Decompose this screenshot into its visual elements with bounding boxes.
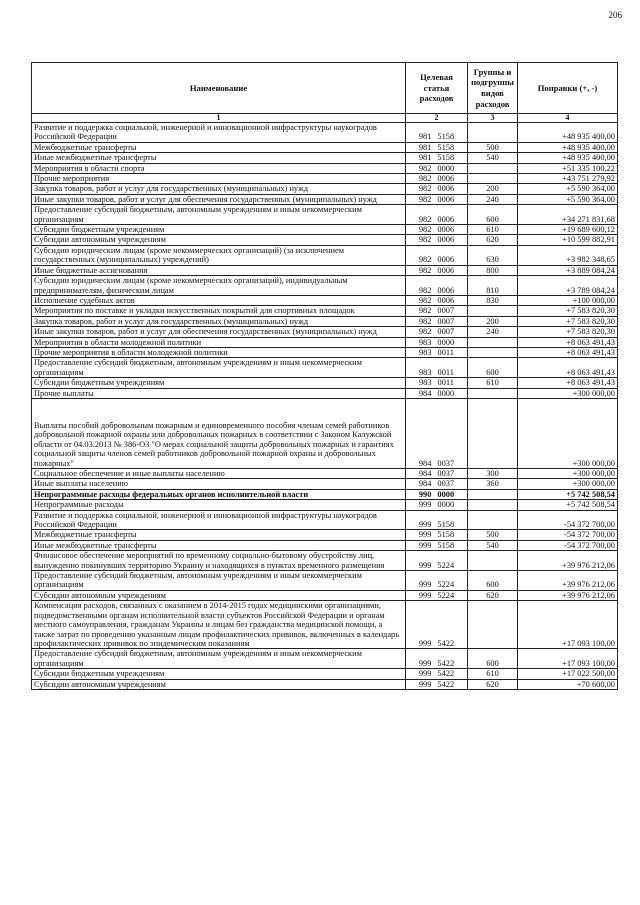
table-row — [32, 194, 618, 204]
row-expense-group: 810 — [468, 276, 518, 296]
row-code-program: 981 — [418, 142, 432, 152]
row-expense-group: 240 — [468, 327, 518, 337]
row-name: Предоставление субсидий бюджетным, автономным учреждениям и иным некоммерческим организациям — [32, 358, 406, 378]
table-row — [32, 510, 618, 530]
row-amendment-amount: +39 976 212,06 — [518, 590, 618, 600]
col-header-amount: Поправки (+, -) — [518, 63, 618, 114]
table-header — [32, 63, 618, 123]
row-target-article — [406, 347, 468, 357]
row-amendment-amount: +39 976 212,06 — [518, 571, 618, 591]
row-amendment-amount: +300 000,00 — [518, 479, 618, 489]
row-amendment-amount: +3 982 348,65 — [518, 245, 618, 265]
row-code-direction: 5224 — [437, 560, 455, 570]
row-name: Предоставление субсидий бюджетным, автономным учреждениям и иным некоммерческим организациям — [32, 205, 406, 225]
row-code-direction: 0037 — [437, 469, 455, 478]
row-expense-group: 830 — [468, 295, 518, 305]
row-code-program: 999 — [418, 540, 432, 550]
col-header-name: Наименование — [32, 63, 406, 114]
row-target-article — [406, 306, 468, 316]
row-amendment-amount: +7 583 820,30 — [518, 327, 618, 337]
table-row — [32, 153, 618, 163]
row-target-article — [406, 163, 468, 173]
row-name: Развитие и поддержка социальной, инженерной и инновационной инфраструктуры наукоградов Российской Федерации — [32, 123, 406, 143]
row-amendment-amount: +8 063 491,43 — [518, 337, 618, 347]
row-target-article — [406, 489, 468, 499]
row-expense-group: 200 — [468, 184, 518, 194]
row-code-direction: 5158 — [437, 540, 455, 550]
row-amendment-amount: +48 935 400,00 — [518, 153, 618, 163]
row-code-program: 999 — [418, 520, 432, 530]
row-name: Межбюджетные трансферты — [32, 142, 406, 152]
row-code-program: 983 — [418, 347, 432, 357]
row-name: Мероприятия по поставке и укладки искусственных покрытий для спортивных площадок — [32, 306, 406, 316]
row-expense-group: 300 — [468, 469, 518, 479]
row-amendment-amount: +17 093 100,00 — [518, 649, 618, 669]
row-target-article — [406, 500, 468, 510]
table-row — [32, 479, 618, 489]
row-code-program: 982 — [418, 214, 432, 224]
row-code-program: 990 — [418, 489, 432, 499]
table-row — [32, 649, 618, 669]
row-amendment-amount: +300 000,00 — [518, 398, 618, 468]
row-target-article — [406, 295, 468, 305]
table-row — [32, 337, 618, 347]
row-name: Субсидии автономным учреждениям — [32, 679, 406, 689]
row-code-direction: 0006 — [437, 225, 455, 235]
row-code-direction: 0006 — [437, 285, 455, 295]
row-target-article — [406, 649, 468, 669]
col-index: 2 — [406, 114, 468, 123]
table-row — [32, 184, 618, 194]
table-row — [32, 388, 618, 398]
row-name: Компенсация расходов, связанных с оказанием в 2014-2015 годах медицинскими организациями, подведомственными органам исполнительной власти субъектов Российской Федерации и органам местного самоуправления, гражданам Украины и лицам без гражданства медицинской помощи, а также затрат по проведению указанным лицам профилактических прививок, включенных в календарь профилактических прививок по эпидемическим показаниям — [32, 601, 406, 649]
row-code-program: 982 — [418, 316, 432, 326]
row-target-article — [406, 265, 468, 275]
row-code-program: 983 — [418, 367, 432, 377]
row-expense-group — [468, 388, 518, 398]
row-code-program: 982 — [418, 194, 432, 204]
col-index: 1 — [32, 114, 406, 123]
table-row — [32, 469, 618, 479]
budget-amendments-table — [31, 62, 618, 690]
row-target-article — [406, 540, 468, 550]
row-amendment-amount: +48 935 400,00 — [518, 123, 618, 143]
col-header-code: Целевая статья расходов — [406, 63, 468, 114]
row-expense-group: 200 — [468, 316, 518, 326]
row-expense-group: 360 — [468, 479, 518, 489]
row-code-direction: 0007 — [437, 306, 455, 316]
row-amendment-amount: +19 689 600,12 — [518, 225, 618, 235]
row-amendment-amount: -54 372 700,00 — [518, 540, 618, 550]
row-code-program: 982 — [418, 255, 432, 265]
row-code-program: 999 — [418, 658, 432, 668]
row-amendment-amount: +8 063 491,43 — [518, 378, 618, 388]
row-amendment-amount: +34 271 831,68 — [518, 205, 618, 225]
row-code-program: 984 — [418, 469, 432, 478]
row-amendment-amount: -54 372 700,00 — [518, 510, 618, 530]
row-name: Субсидии юридическим лицам (кроме некоммерческих организаций), индивидуальным предпринимателям, физическим лицам — [32, 276, 406, 296]
row-target-article — [406, 398, 468, 468]
row-expense-group — [468, 123, 518, 143]
row-code-direction: 0006 — [437, 295, 455, 305]
row-target-article — [406, 378, 468, 388]
row-amendment-amount: +5 590 364,00 — [518, 184, 618, 194]
row-expense-group — [468, 500, 518, 510]
row-code-direction: 5422 — [437, 679, 455, 689]
row-amendment-amount: +43 751 279,92 — [518, 174, 618, 184]
row-code-program: 984 — [418, 388, 432, 398]
row-name: Социальное обеспечение и иные выплаты населению — [32, 469, 406, 479]
row-target-article — [406, 469, 468, 479]
row-code-direction: 0006 — [437, 235, 455, 245]
row-target-article — [406, 601, 468, 649]
row-name: Предоставление субсидий бюджетным, автономным учреждениям и иным некоммерческим организациям — [32, 571, 406, 591]
table-row — [32, 669, 618, 679]
row-expense-group: 240 — [468, 194, 518, 204]
row-expense-group: 540 — [468, 153, 518, 163]
row-code-program: 982 — [418, 327, 432, 337]
row-amendment-amount: +100 000,00 — [518, 295, 618, 305]
row-name: Прочие мероприятия в области молодежной политики — [32, 347, 406, 357]
row-amendment-amount: +17 093 100,00 — [518, 601, 618, 649]
row-target-article — [406, 245, 468, 265]
row-expense-group: 800 — [468, 265, 518, 275]
row-code-direction: 0006 — [437, 265, 455, 275]
row-name: Предоставление субсидий бюджетным, автономным учреждениям и иным некоммерческим организациям — [32, 649, 406, 669]
table-row — [32, 205, 618, 225]
row-name: Мероприятия в области спорта — [32, 163, 406, 173]
row-expense-group: 600 — [468, 205, 518, 225]
table-row — [32, 295, 618, 305]
row-target-article — [406, 590, 468, 600]
col-index: 4 — [518, 114, 618, 123]
row-code-direction: 5158 — [437, 530, 455, 540]
row-amendment-amount: +48 935 400,00 — [518, 142, 618, 152]
row-target-article — [406, 142, 468, 152]
row-code-direction: 5158 — [437, 132, 455, 142]
row-code-program: 982 — [418, 235, 432, 245]
row-name: Прочие выплаты — [32, 388, 406, 398]
row-name: Иные закупки товаров, работ и услуг для обеспечения государственных (муниципальных) нужд — [32, 194, 406, 204]
row-target-article — [406, 235, 468, 245]
row-name: Иные бюджетные ассигнования — [32, 265, 406, 275]
table-row — [32, 316, 618, 326]
row-amendment-amount: -54 372 700,00 — [518, 530, 618, 540]
row-amendment-amount: +300 000,00 — [518, 388, 618, 398]
row-expense-group — [468, 551, 518, 571]
row-code-program: 999 — [418, 500, 432, 510]
table-body — [32, 123, 618, 690]
row-code-direction: 5158 — [437, 153, 455, 163]
row-code-program: 984 — [418, 479, 432, 489]
row-amendment-amount: +10 599 882,91 — [518, 235, 618, 245]
table-row — [32, 276, 618, 296]
row-name: Субсидии бюджетным учреждениям — [32, 225, 406, 235]
row-amendment-amount: +3 789 084,24 — [518, 276, 618, 296]
row-code-program: 982 — [418, 225, 432, 235]
row-target-article — [406, 510, 468, 530]
row-code-direction: 0006 — [437, 184, 455, 194]
row-target-article — [406, 358, 468, 378]
row-amendment-amount: +5 590 364,00 — [518, 194, 618, 204]
row-code-direction: 0011 — [437, 367, 454, 377]
table-row — [32, 235, 618, 245]
table-row — [32, 378, 618, 388]
row-name: Субсидии юридическим лицам (кроме некоммерческих организаций) (за исключением государственных (муниципальных) учреждений) — [32, 245, 406, 265]
row-code-direction: 5224 — [437, 580, 455, 590]
row-target-article — [406, 551, 468, 571]
row-code-direction: 0007 — [437, 327, 455, 337]
row-name: Субсидии бюджетным учреждениям — [32, 669, 406, 679]
row-target-article — [406, 205, 468, 225]
row-expense-group: 610 — [468, 225, 518, 235]
row-expense-group — [468, 398, 518, 468]
row-expense-group — [468, 510, 518, 530]
row-expense-group: 620 — [468, 590, 518, 600]
row-target-article — [406, 184, 468, 194]
row-code-direction: 0006 — [437, 174, 455, 184]
row-code-direction: 5422 — [437, 658, 455, 668]
row-name: Выплаты пособий добровольным пожарным и единовременного пособия членам семей работников добровольной пожарной охраны или добровольных пожарных в соответствии с Законом Калужской области от 04.03.2013 № 386-ОЗ "О мерах социальной защиты добровольных пожарных и гарантиях социальной защиты членов семей работников добровольной пожарной охраны и добровольных пожарных" — [32, 398, 406, 468]
row-expense-group: 500 — [468, 530, 518, 540]
row-code-direction: 0006 — [437, 214, 455, 224]
row-name: Иные закупки товаров, работ и услуг для обеспечения государственных (муниципальных) нужд — [32, 327, 406, 337]
table-row — [32, 679, 618, 689]
row-code-direction: 5422 — [437, 669, 455, 679]
row-name: Исполнение судебных актов — [32, 295, 406, 305]
row-expense-group — [468, 163, 518, 173]
row-expense-group: 620 — [468, 235, 518, 245]
row-amendment-amount: +70 600,00 — [518, 679, 618, 689]
row-code-program: 982 — [418, 174, 432, 184]
row-code-direction: 0000 — [437, 388, 455, 398]
row-code-direction: 0011 — [437, 378, 454, 388]
row-target-article — [406, 174, 468, 184]
row-name: Иные межбюджетные трансферты — [32, 153, 406, 163]
row-target-article — [406, 479, 468, 489]
row-code-program: 999 — [418, 638, 432, 648]
row-code-program: 984 — [418, 458, 432, 468]
row-target-article — [406, 388, 468, 398]
row-code-program: 981 — [418, 153, 432, 163]
row-code-direction: 0007 — [437, 316, 455, 326]
row-name: Субсидии автономным учреждениям — [32, 235, 406, 245]
table-row — [32, 601, 618, 649]
row-code-program: 999 — [418, 580, 432, 590]
row-expense-group: 630 — [468, 245, 518, 265]
row-name: Прочие мероприятия — [32, 174, 406, 184]
row-code-direction: 0011 — [437, 347, 454, 357]
table-row — [32, 590, 618, 600]
row-target-article — [406, 571, 468, 591]
table-row — [32, 225, 618, 235]
table-row — [32, 174, 618, 184]
row-code-program: 999 — [418, 530, 432, 540]
row-name: Развитие и поддержка социальной, инженерной и инновационной инфраструктуры наукоградов Российской Федерации — [32, 510, 406, 530]
row-target-article — [406, 123, 468, 143]
row-name: Закупка товаров, работ и услуг для государственных (муниципальных) нужд — [32, 316, 406, 326]
table-row — [32, 245, 618, 265]
row-code-program: 982 — [418, 295, 432, 305]
row-amendment-amount: +300 000,00 — [518, 469, 618, 479]
table-row — [32, 163, 618, 173]
table-row — [32, 306, 618, 316]
row-amendment-amount: +7 583 820,30 — [518, 316, 618, 326]
row-code-program: 982 — [418, 265, 432, 275]
row-target-article — [406, 276, 468, 296]
row-code-direction: 0000 — [437, 163, 455, 173]
page-number: 206 — [608, 10, 622, 20]
row-code-direction: 5158 — [437, 142, 455, 152]
row-expense-group: 620 — [468, 679, 518, 689]
row-amendment-amount: +39 976 212,06 — [518, 551, 618, 571]
row-amendment-amount: +3 889 084,24 — [518, 265, 618, 275]
row-code-program: 982 — [418, 163, 432, 173]
row-amendment-amount: +5 742 508,54 — [518, 500, 618, 510]
row-amendment-amount: +7 583 820,30 — [518, 306, 618, 316]
row-code-program: 981 — [418, 132, 432, 142]
row-name: Субсидии автономным учреждениям — [32, 590, 406, 600]
row-code-direction: 5224 — [437, 590, 455, 600]
table-row — [32, 530, 618, 540]
row-code-program: 999 — [418, 590, 432, 600]
row-code-direction: 0037 — [437, 479, 455, 489]
row-target-article — [406, 225, 468, 235]
table-row — [32, 327, 618, 337]
row-target-article — [406, 679, 468, 689]
row-code-direction: 0006 — [437, 194, 455, 204]
table-row — [32, 358, 618, 378]
row-code-program: 982 — [418, 285, 432, 295]
row-expense-group — [468, 337, 518, 347]
row-expense-group — [468, 601, 518, 649]
row-name: Иные выплаты населению — [32, 479, 406, 489]
row-code-direction: 0037 — [437, 458, 455, 468]
table-row — [32, 571, 618, 591]
row-amendment-amount: +51 335 100,22 — [518, 163, 618, 173]
row-target-article — [406, 327, 468, 337]
row-expense-group — [468, 306, 518, 316]
row-name: Иные межбюджетные трансферты — [32, 540, 406, 550]
table-row — [32, 540, 618, 550]
table-row — [32, 123, 618, 143]
row-code-direction: 0006 — [437, 255, 455, 265]
row-expense-group — [468, 174, 518, 184]
row-amendment-amount: +8 063 491,43 — [518, 347, 618, 357]
row-code-program: 982 — [418, 306, 432, 316]
row-target-article — [406, 337, 468, 347]
row-expense-group: 600 — [468, 649, 518, 669]
row-code-program: 999 — [418, 679, 432, 689]
row-code-program: 999 — [418, 669, 432, 679]
row-amendment-amount: +5 742 508,54 — [518, 489, 618, 499]
row-code-program: 999 — [418, 560, 432, 570]
row-name: Непрограммные расходы федеральных органов исполнительной власти — [32, 489, 406, 499]
row-name: Мероприятия в области молодежной политики — [32, 337, 406, 347]
row-expense-group: 610 — [468, 378, 518, 388]
row-amendment-amount: +8 063 491,43 — [518, 358, 618, 378]
row-code-direction: 0000 — [437, 500, 455, 510]
table-row — [32, 265, 618, 275]
row-target-article — [406, 669, 468, 679]
table-row — [32, 398, 618, 468]
row-amendment-amount: +17 022 500,00 — [518, 669, 618, 679]
row-expense-group: 600 — [468, 358, 518, 378]
row-code-program: 983 — [418, 337, 432, 347]
row-code-direction: 0000 — [437, 337, 455, 347]
row-expense-group — [468, 347, 518, 357]
row-code-direction: 5422 — [437, 638, 455, 648]
row-expense-group — [468, 489, 518, 499]
row-expense-group: 600 — [468, 571, 518, 591]
row-target-article — [406, 194, 468, 204]
row-target-article — [406, 316, 468, 326]
col-header-group: Группы и подгруппы видов расходов — [468, 63, 518, 114]
row-expense-group: 500 — [468, 142, 518, 152]
row-code-direction: 5158 — [437, 520, 455, 530]
row-name: Межбюджетные трансферты — [32, 530, 406, 540]
table-row — [32, 551, 618, 571]
row-code-direction: 0000 — [437, 489, 455, 499]
row-name: Непрограммные расходы — [32, 500, 406, 510]
row-code-program: 982 — [418, 184, 432, 194]
row-target-article — [406, 153, 468, 163]
row-code-program: 983 — [418, 378, 432, 388]
row-target-article — [406, 530, 468, 540]
table-row — [32, 500, 618, 510]
table-row — [32, 142, 618, 152]
table-row — [32, 347, 618, 357]
row-expense-group: 540 — [468, 540, 518, 550]
row-expense-group: 610 — [468, 669, 518, 679]
row-name: Финансовое обеспечение мероприятий по временному социально-бытовому обустройству лиц, вынужденно покинувших территорию Украину и находящихся в пунктах временного размещения — [32, 551, 406, 571]
row-name: Субсидии бюджетным учреждениям — [32, 378, 406, 388]
row-name: Закупка товаров, работ и услуг для государственных (муниципальных) нужд — [32, 184, 406, 194]
col-index: 3 — [468, 114, 518, 123]
table-row — [32, 489, 618, 499]
